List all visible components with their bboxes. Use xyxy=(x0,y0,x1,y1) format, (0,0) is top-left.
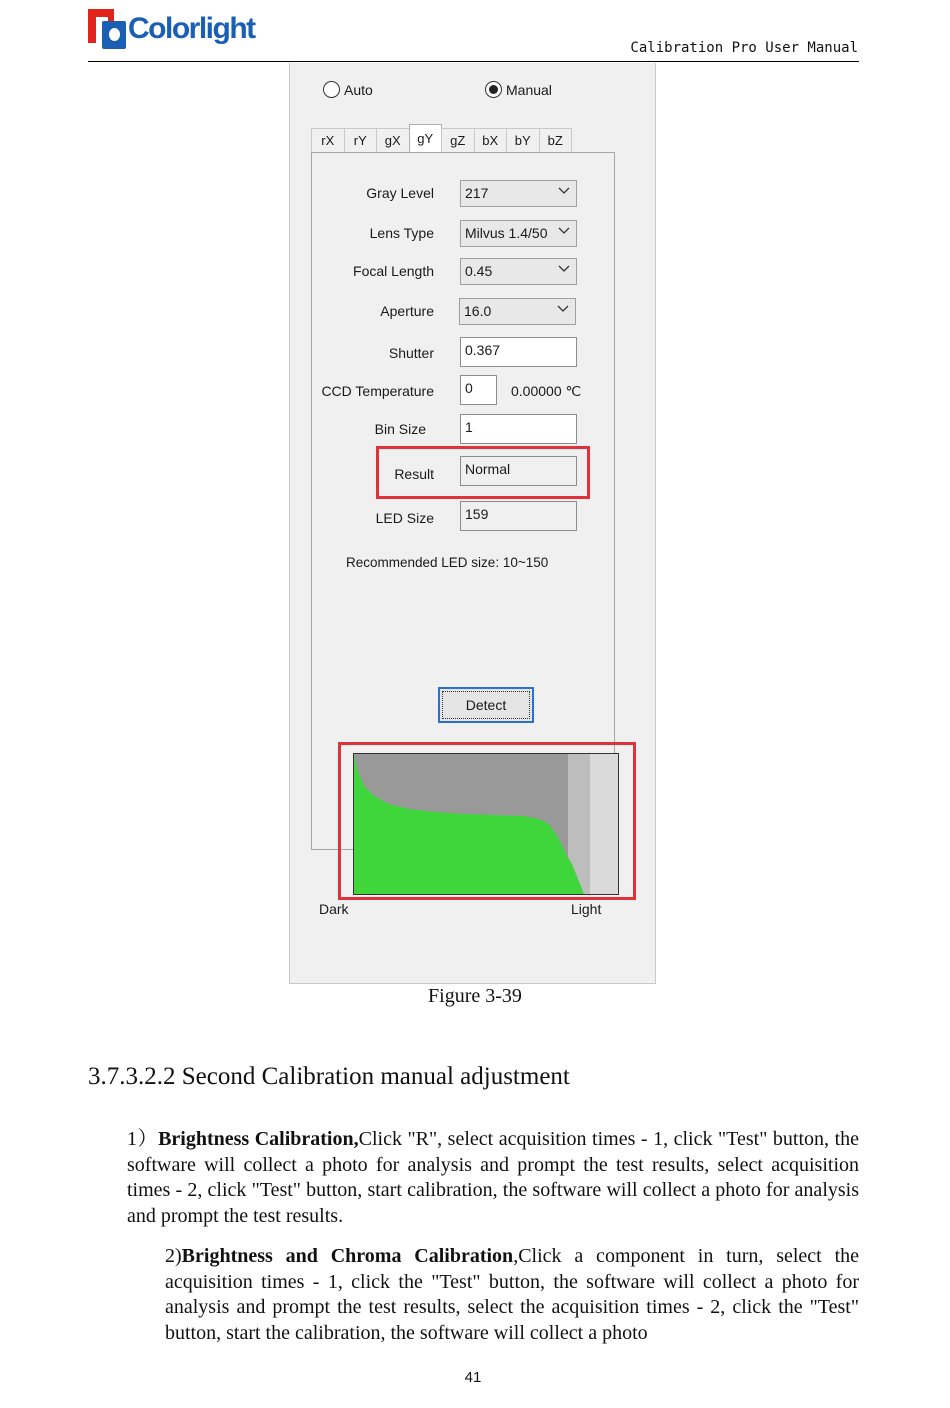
histogram-graphic xyxy=(354,754,618,894)
paragraph-brightness-calibration xyxy=(127,1127,859,1229)
figure-caption: Figure 3-39 xyxy=(428,985,522,1007)
chevron-down-icon xyxy=(558,262,570,274)
step-text: Click "R", select acquisition times - 1, click "Test" button, the software will collect a photo for analysis and prompt the test results, select acquisition times - 2, click "Test" button, start calibration, the software will collect a photo for analysis and prompt the test results. xyxy=(127,1128,859,1227)
step-title: Brightness and Chroma Calibration xyxy=(181,1245,514,1267)
ccd-temperature-reading: 0.00000 ℃ xyxy=(511,383,582,399)
radio-off-icon xyxy=(323,81,340,98)
tab-rx[interactable]: rX xyxy=(311,128,345,152)
step-title: Brightness Calibration, xyxy=(158,1128,359,1150)
histogram-light-label: Light xyxy=(571,901,602,917)
shutter-label: Shutter xyxy=(388,345,434,361)
gray-level-label: Gray Level xyxy=(366,185,434,201)
colorlight-logo xyxy=(88,8,255,50)
shutter-input[interactable]: 0.367 xyxy=(460,337,577,367)
paragraph-brightness-chroma-calibration xyxy=(165,1244,859,1346)
focal-length-select[interactable] xyxy=(460,258,577,285)
histogram-dark-label: Dark xyxy=(319,901,349,917)
ccd-temperature-input[interactable]: 0 xyxy=(460,375,497,405)
recommended-led-size: Recommended LED size: 10~150 xyxy=(346,555,549,570)
result-label: Result xyxy=(394,466,434,482)
aperture-label: Aperture xyxy=(380,303,434,319)
aperture-select[interactable] xyxy=(459,298,576,325)
lens-type-select[interactable] xyxy=(460,220,577,247)
gray-level-value: 217 xyxy=(465,185,489,201)
chevron-down-icon xyxy=(558,224,570,236)
component-tabs xyxy=(311,128,571,152)
step-text: ,Click a component in turn, select the acquisition times - 1, click the "Test" button, the software will collect a photo for analysis and prompt the test results, select the acquisition times - 2, click the "Test" button, start the calibration, the software will collect a photo xyxy=(165,1245,859,1344)
led-size-label: LED Size xyxy=(375,510,434,526)
mode-auto-label: Auto xyxy=(344,81,373,98)
header-divider xyxy=(88,61,859,62)
mode-manual-label: Manual xyxy=(506,81,552,98)
detect-button-label: Detect xyxy=(465,697,507,713)
aperture-value: 16.0 xyxy=(464,303,492,319)
focal-length-value: 0.45 xyxy=(465,263,493,279)
lens-type-label: Lens Type xyxy=(369,225,434,241)
tab-by[interactable]: bY xyxy=(506,128,540,152)
tab-gx[interactable]: gX xyxy=(376,128,410,152)
radio-on-icon xyxy=(485,81,502,98)
bin-size-input[interactable]: 1 xyxy=(460,414,577,444)
section-heading: 3.7.3.2.2 Second Calibration manual adjustment xyxy=(88,1063,570,1090)
chevron-down-icon xyxy=(557,302,569,314)
chevron-down-icon xyxy=(558,184,570,196)
colorlight-logo-icon xyxy=(88,9,126,49)
histogram-band xyxy=(590,754,618,894)
tab-content xyxy=(311,152,615,917)
tab-gy[interactable]: gY xyxy=(409,124,443,152)
calibration-settings-panel xyxy=(289,63,656,984)
gray-level-select[interactable] xyxy=(460,180,577,207)
brightness-histogram xyxy=(353,753,619,895)
focal-length-label: Focal Length xyxy=(353,263,434,279)
step-number: 2) xyxy=(165,1245,182,1267)
led-size-field: 159 xyxy=(460,501,577,531)
result-field: Normal xyxy=(460,456,577,486)
page-number: 41 xyxy=(464,1369,482,1386)
lens-type-value: Milvus 1.4/50 xyxy=(465,225,548,241)
mode-auto-radio[interactable] xyxy=(323,81,373,98)
mode-manual-radio[interactable] xyxy=(485,81,552,98)
logo-text: Colorlight xyxy=(128,12,255,45)
header-title: Calibration Pro User Manual xyxy=(630,40,858,56)
tab-gz[interactable]: gZ xyxy=(441,128,475,152)
tab-ry[interactable]: rY xyxy=(344,128,378,152)
tab-bz[interactable]: bZ xyxy=(539,128,573,152)
detect-button[interactable] xyxy=(438,687,534,723)
ccd-temperature-label: CCD Temperature xyxy=(321,383,434,399)
bin-size-label: Bin Size xyxy=(374,421,426,437)
histogram-highlight xyxy=(338,742,636,900)
step-number: 1） xyxy=(127,1128,159,1150)
tab-bx[interactable]: bX xyxy=(474,128,508,152)
